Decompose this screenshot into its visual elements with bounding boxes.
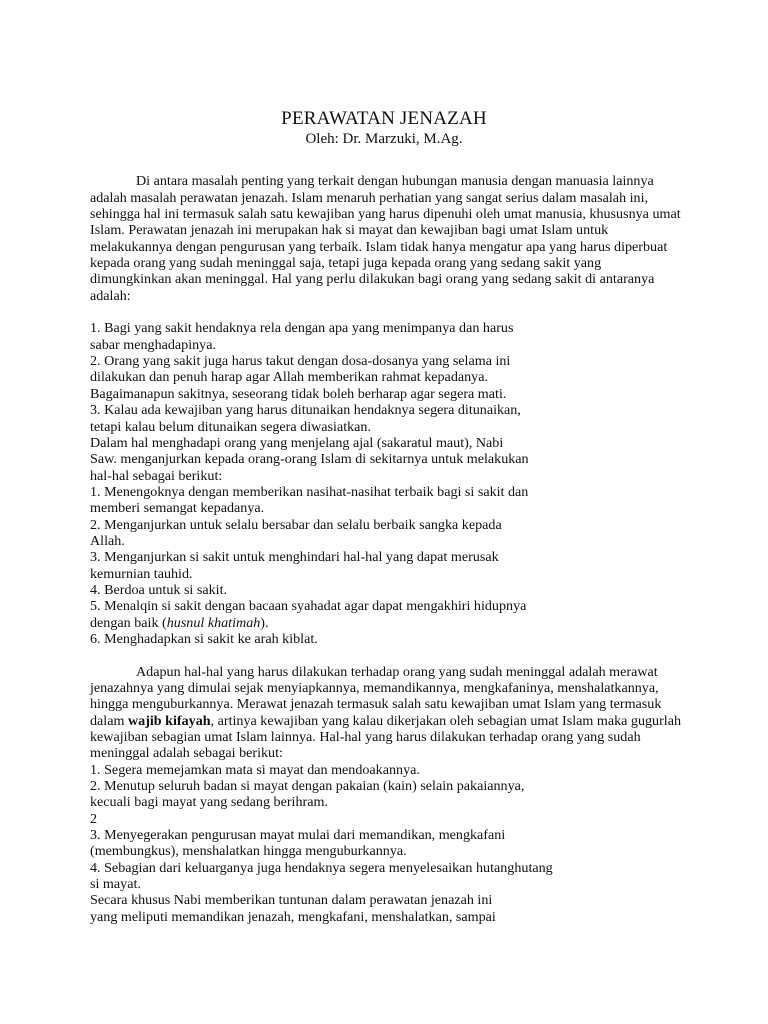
text-run: , artinya kewajiban yang kalau dikerjakan oleh sebagian umat Islam maka gugurlah [210,712,682,729]
list-item: (membungkus), menshalatkan hingga menguburkannya. [90,843,407,860]
text-run: ). [260,614,269,631]
italic-term: husnul khatimah [166,614,261,631]
page-number: 2 [90,810,98,827]
list-item: 3. Menganjurkan si sakit untuk menghindari hal-hal yang dapat merusak [90,549,499,566]
list-item: 1. Segera memejamkan mata si mayat dan mendoakannya. [90,761,420,778]
list-item: dilakukan dan penuh harap agar Allah memberikan rahmat kepadanya. [90,369,488,386]
paragraph-line: Di antara masalah penting yang terkait dengan hubungan manusia dengan manuasia lainnya [136,173,654,190]
list-item: 6. Menghadapkan si sakit ke arah kiblat. [90,630,318,647]
spacer [90,647,690,663]
list-item: kecuali bagi mayat yang sedang berihram. [90,794,328,811]
list-item: 1. Bagi yang sakit hendaknya rela dengan apa yang menimpanya dan harus [90,320,514,337]
text-run: dengan baik ( [90,614,167,631]
paragraph-line: Adapun hal-hal yang harus dilakukan terhadap orang yang sudah meninggal adalah merawat [136,663,658,680]
list-item: Secara khusus Nabi memberikan tuntunan dalam perawatan jenazah ini [90,892,493,909]
list-item: 4. Berdoa untuk si sakit. [90,581,228,598]
bold-term: wajib kifayah [127,712,211,729]
list-item: kemurnian tauhid. [90,565,193,582]
list-item [90,615,690,631]
paragraph-line: meninggal adalah sebagai berikut: [90,745,283,762]
list-item: 4. Sebagian dari keluarganya juga hendaknya segera menyelesaikan hutanghutang [90,859,553,876]
spacer [90,157,690,173]
paragraph-line: kewajiban sebagian umat Islam lainnya. Hal-hal yang harus dilakukan terhadap orang yang sudah [90,729,641,746]
list-item: sabar menghadapinya. [90,336,217,353]
list-item: Dalam hal menghadapi orang yang menjelang ajal (sakaratul maut), Nabi [90,434,504,451]
text-run: dalam [90,712,128,729]
list-item: memberi semangat kepadanya. [90,500,265,517]
list-item: 3. Menyegerakan pengurusan mayat mulai dari memandikan, mengkafani [90,827,506,844]
list-item: Bagaimanapun sakitnya, seseorang tidak boleh berharap agar segera mati. [90,385,507,402]
document-author: Oleh: Dr. Marzuki, M.Ag. [305,131,463,147]
paragraph-line: hingga menguburkannya. Merawat jenazah termasuk salah satu kewajiban umat Islam yang termasuk [90,696,662,713]
paragraph-line: melakukannya dengan pengurusan yang terbaik. Islam tidak hanya mengatur apa yang harus diperbuat [90,238,668,255]
paragraph-line [90,713,690,729]
list-item: 2. Orang yang sakit juga harus takut dengan dosa-dosanya yang selama ini [90,353,511,370]
paragraph-line: jenazahnya yang dimulai sejak menyiapkannya, memandikannya, mengkafaninya, menshalatkannya, [90,680,659,696]
paragraph-line: adalah: [90,287,131,304]
list-item: si mayat. [90,876,141,893]
list-item: hal-hal sebagai berikut: [90,467,223,484]
spacer [90,304,690,320]
list-item: 3. Kalau ada kewajiban yang harus ditunaikan hendaknya segera ditunaikan, [90,402,521,419]
list-item: Saw. menganjurkan kepada orang-orang Islam di sekitarnya untuk melakukan [90,451,529,468]
paragraph-line: sehingga hal ini termasuk salah satu kewajiban yang harus dipenuhi oleh umat manusia, khususnya umat [90,206,681,223]
list-item: tetapi kalau belum ditunaikan segera diwasiatkan. [90,418,371,435]
list-item: 5. Menalqin si sakit dengan bacaan syahadat agar dapat mengakhiri hidupnya [90,598,527,615]
list-item: 2. Menutup seluruh badan si mayat dengan pakaian (kain) selain pakaiannya, [90,778,525,795]
paragraph-line: Islam. Perawatan jenazah ini merupakan hak si mayat dan kewajiban bagi umat Islam untuk [90,222,609,239]
paragraph-line: dimungkinkan akan meninggal. Hal yang perlu dilakukan bagi orang yang sedang sakit di antaranya [90,271,655,288]
list-item: Allah. [90,532,125,549]
list-item: yang meliputi memandikan jenazah, mengkafani, menshalatkan, sampai [90,908,496,925]
document-title: PERAWATAN JENAZAH [281,108,487,129]
paragraph-line: kepada orang yang sudah meninggal saja, tetapi juga kepada orang yang sedang sakit yang [90,255,602,272]
list-item: 1. Menengoknya dengan memberikan nasihat-nasihat terbaik bagi si sakit dan [90,483,529,500]
list-item: 2. Menganjurkan untuk selalu bersabar dan selalu berbaik sangka kepada [90,516,502,533]
document-body [90,157,690,925]
paragraph-line: adalah masalah perawatan jenazah. Islam menaruh perhatian yang sangat serius dalam masalah ini, [90,189,649,206]
